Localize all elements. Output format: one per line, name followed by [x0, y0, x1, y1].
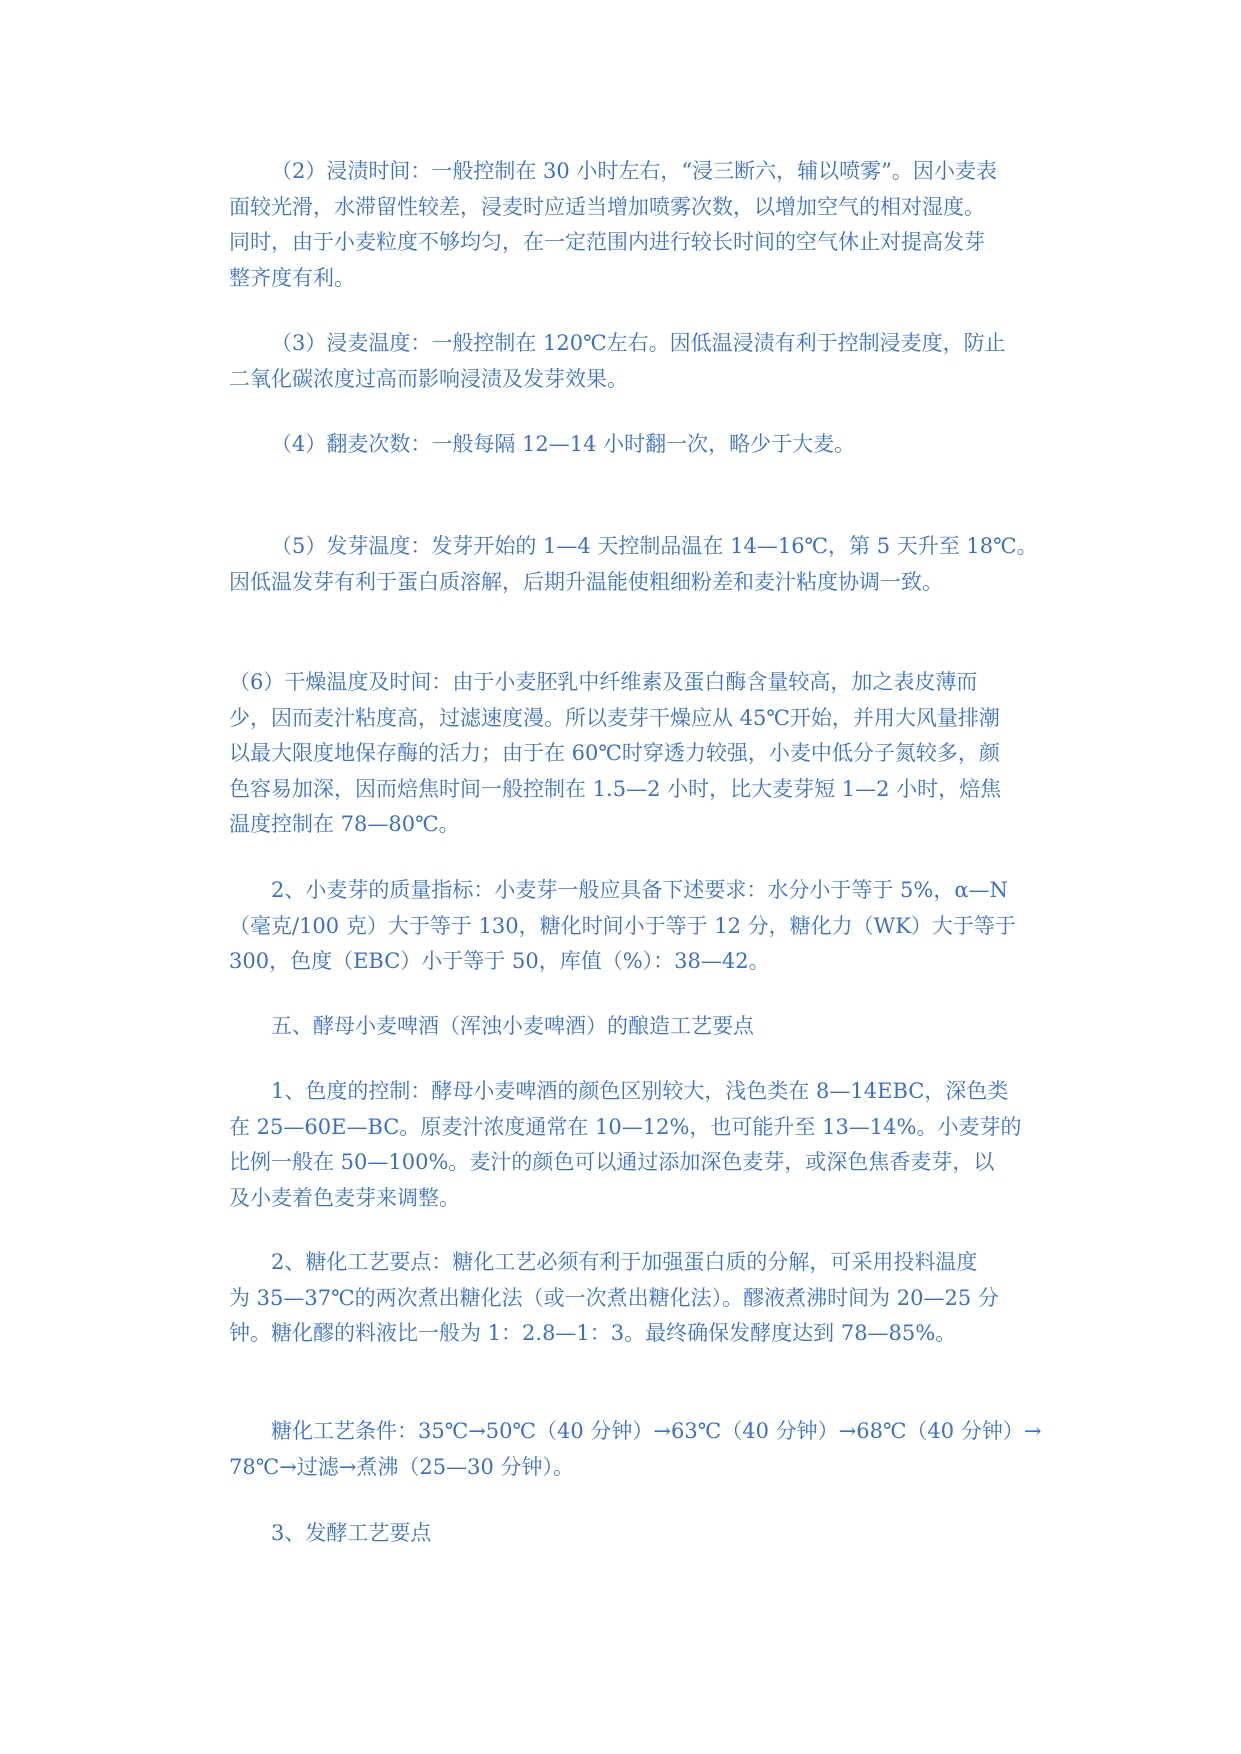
text-line: 以最大限度地保存酶的活力；由于在 60℃时穿透力较强，小麦中低分子氮较多，颜	[229, 741, 1000, 765]
paragraph-turning-frequency	[229, 427, 1019, 463]
paragraph-soaking-temperature	[229, 326, 1019, 397]
section-heading: 五、酵母小麦啤酒（浑浊小麦啤酒）的酿造工艺要点	[271, 1014, 754, 1038]
text-line: 面较光滑，水滞留性较差，浸麦时应适当增加喷雾次数，以增加空气的相对湿度。	[229, 194, 985, 219]
paragraph-fermentation-heading	[229, 1516, 1019, 1552]
text-line: 少，因而麦汁粘度高，过滤速度漫。所以麦芽干燥应从 45℃开始，并用大风量排潮	[229, 705, 1000, 730]
paragraph-mashing-conditions	[229, 1414, 1042, 1485]
text-line: （2）浸渍时间：一般控制在 30 小时左右，“浸三断六，辅以喷雾”。因小麦表	[271, 159, 997, 183]
text-line: 钟。糖化醪的料液比一般为 1：2.8—1：3。最终确保发酵度达到 78—85%。	[229, 1321, 957, 1345]
text-line: 3、发酵工艺要点	[271, 1521, 432, 1545]
text-line: 二氧化碳浓度过高而影响浸渍及发芽效果。	[229, 366, 628, 391]
text-line: 为 35—37℃的两次煮出糖化法（或一次煮出糖化法）。醪液煮沸时间为 20—25 分	[229, 1285, 999, 1310]
paragraph-germination-temperature	[229, 529, 1038, 600]
text-line: 1、色度的控制：酵母小麦啤酒的颜色区别较大，浅色类在 8—14EBC，深色类	[271, 1079, 1009, 1103]
section-heading-5	[229, 1009, 1019, 1045]
text-line: 2、糖化工艺要点：糖化工艺必须有利于加强蛋白质的分解，可采用投料温度	[271, 1250, 978, 1274]
text-line: 2、小麦芽的质量指标：小麦芽一般应具备下述要求：水分小于等于 5%，α—N	[271, 878, 1008, 902]
text-line: 因低温发芽有利于蛋白质溶解，后期升温能使粗细粉差和麦汁粘度协调一致。	[229, 569, 943, 594]
text-line: （4）翻麦次数：一般每隔 12—14 小时翻一次，略少于大麦。	[271, 432, 856, 456]
text-line: 比例一般在 50—100%。麦汁的颜色可以通过添加深色麦芽，或深色焦香麦芽，以	[229, 1150, 995, 1174]
text-line: 温度控制在 78—80℃。	[229, 812, 460, 836]
paragraph-drying-temperature	[229, 665, 1019, 843]
text-line: （3）浸麦温度：一般控制在 120℃左右。因低温浸渍有利于控制浸麦度，防止	[271, 331, 1006, 355]
paragraph-mashing-process	[229, 1245, 1019, 1352]
text-line: （毫克/100 克）大于等于 130，糖化时间小于等于 12 分，糖化力（WK）大于等于	[229, 913, 1016, 938]
text-line: （6）干燥温度及时间：由于小麦胚乳中纤维素及蛋白酶含量较高，加之表皮薄而	[229, 670, 978, 694]
text-line: 糖化工艺条件：35℃→50℃（40 分钟）→63℃（40 分钟）→68℃（40 分钟）→	[271, 1419, 1042, 1443]
text-line: 在 25—60E—BC。原麦汁浓度通常在 10—12%，也可能升至 13—14%。小麦芽的	[229, 1114, 1022, 1139]
text-line: 整齐度有利。	[229, 265, 355, 290]
text-line: 78℃→过滤→煮沸（25—30 分钟）。	[229, 1454, 575, 1479]
text-line: 300，色度（EBC）小于等于 50，库值（%）：38—42。	[229, 949, 770, 973]
paragraph-color-control	[229, 1074, 1022, 1216]
paragraph-malt-quality	[229, 873, 1019, 980]
paragraph-soaking-time	[229, 154, 1019, 296]
text-line: （5）发芽温度：发芽开始的 1—4 天控制品温在 14—16℃，第 5 天升至 18℃。	[271, 534, 1038, 558]
text-line: 色容易加深，因而焙焦时间一般控制在 1.5—2 小时，比大麦芽短 1—2 小时，焙焦	[229, 776, 1002, 801]
text-line: 同时，由于小麦粒度不够均匀，在一定范围内进行较长时间的空气休止对提高发芽	[229, 230, 985, 254]
text-line: 及小麦着色麦芽来调整。	[229, 1185, 460, 1210]
